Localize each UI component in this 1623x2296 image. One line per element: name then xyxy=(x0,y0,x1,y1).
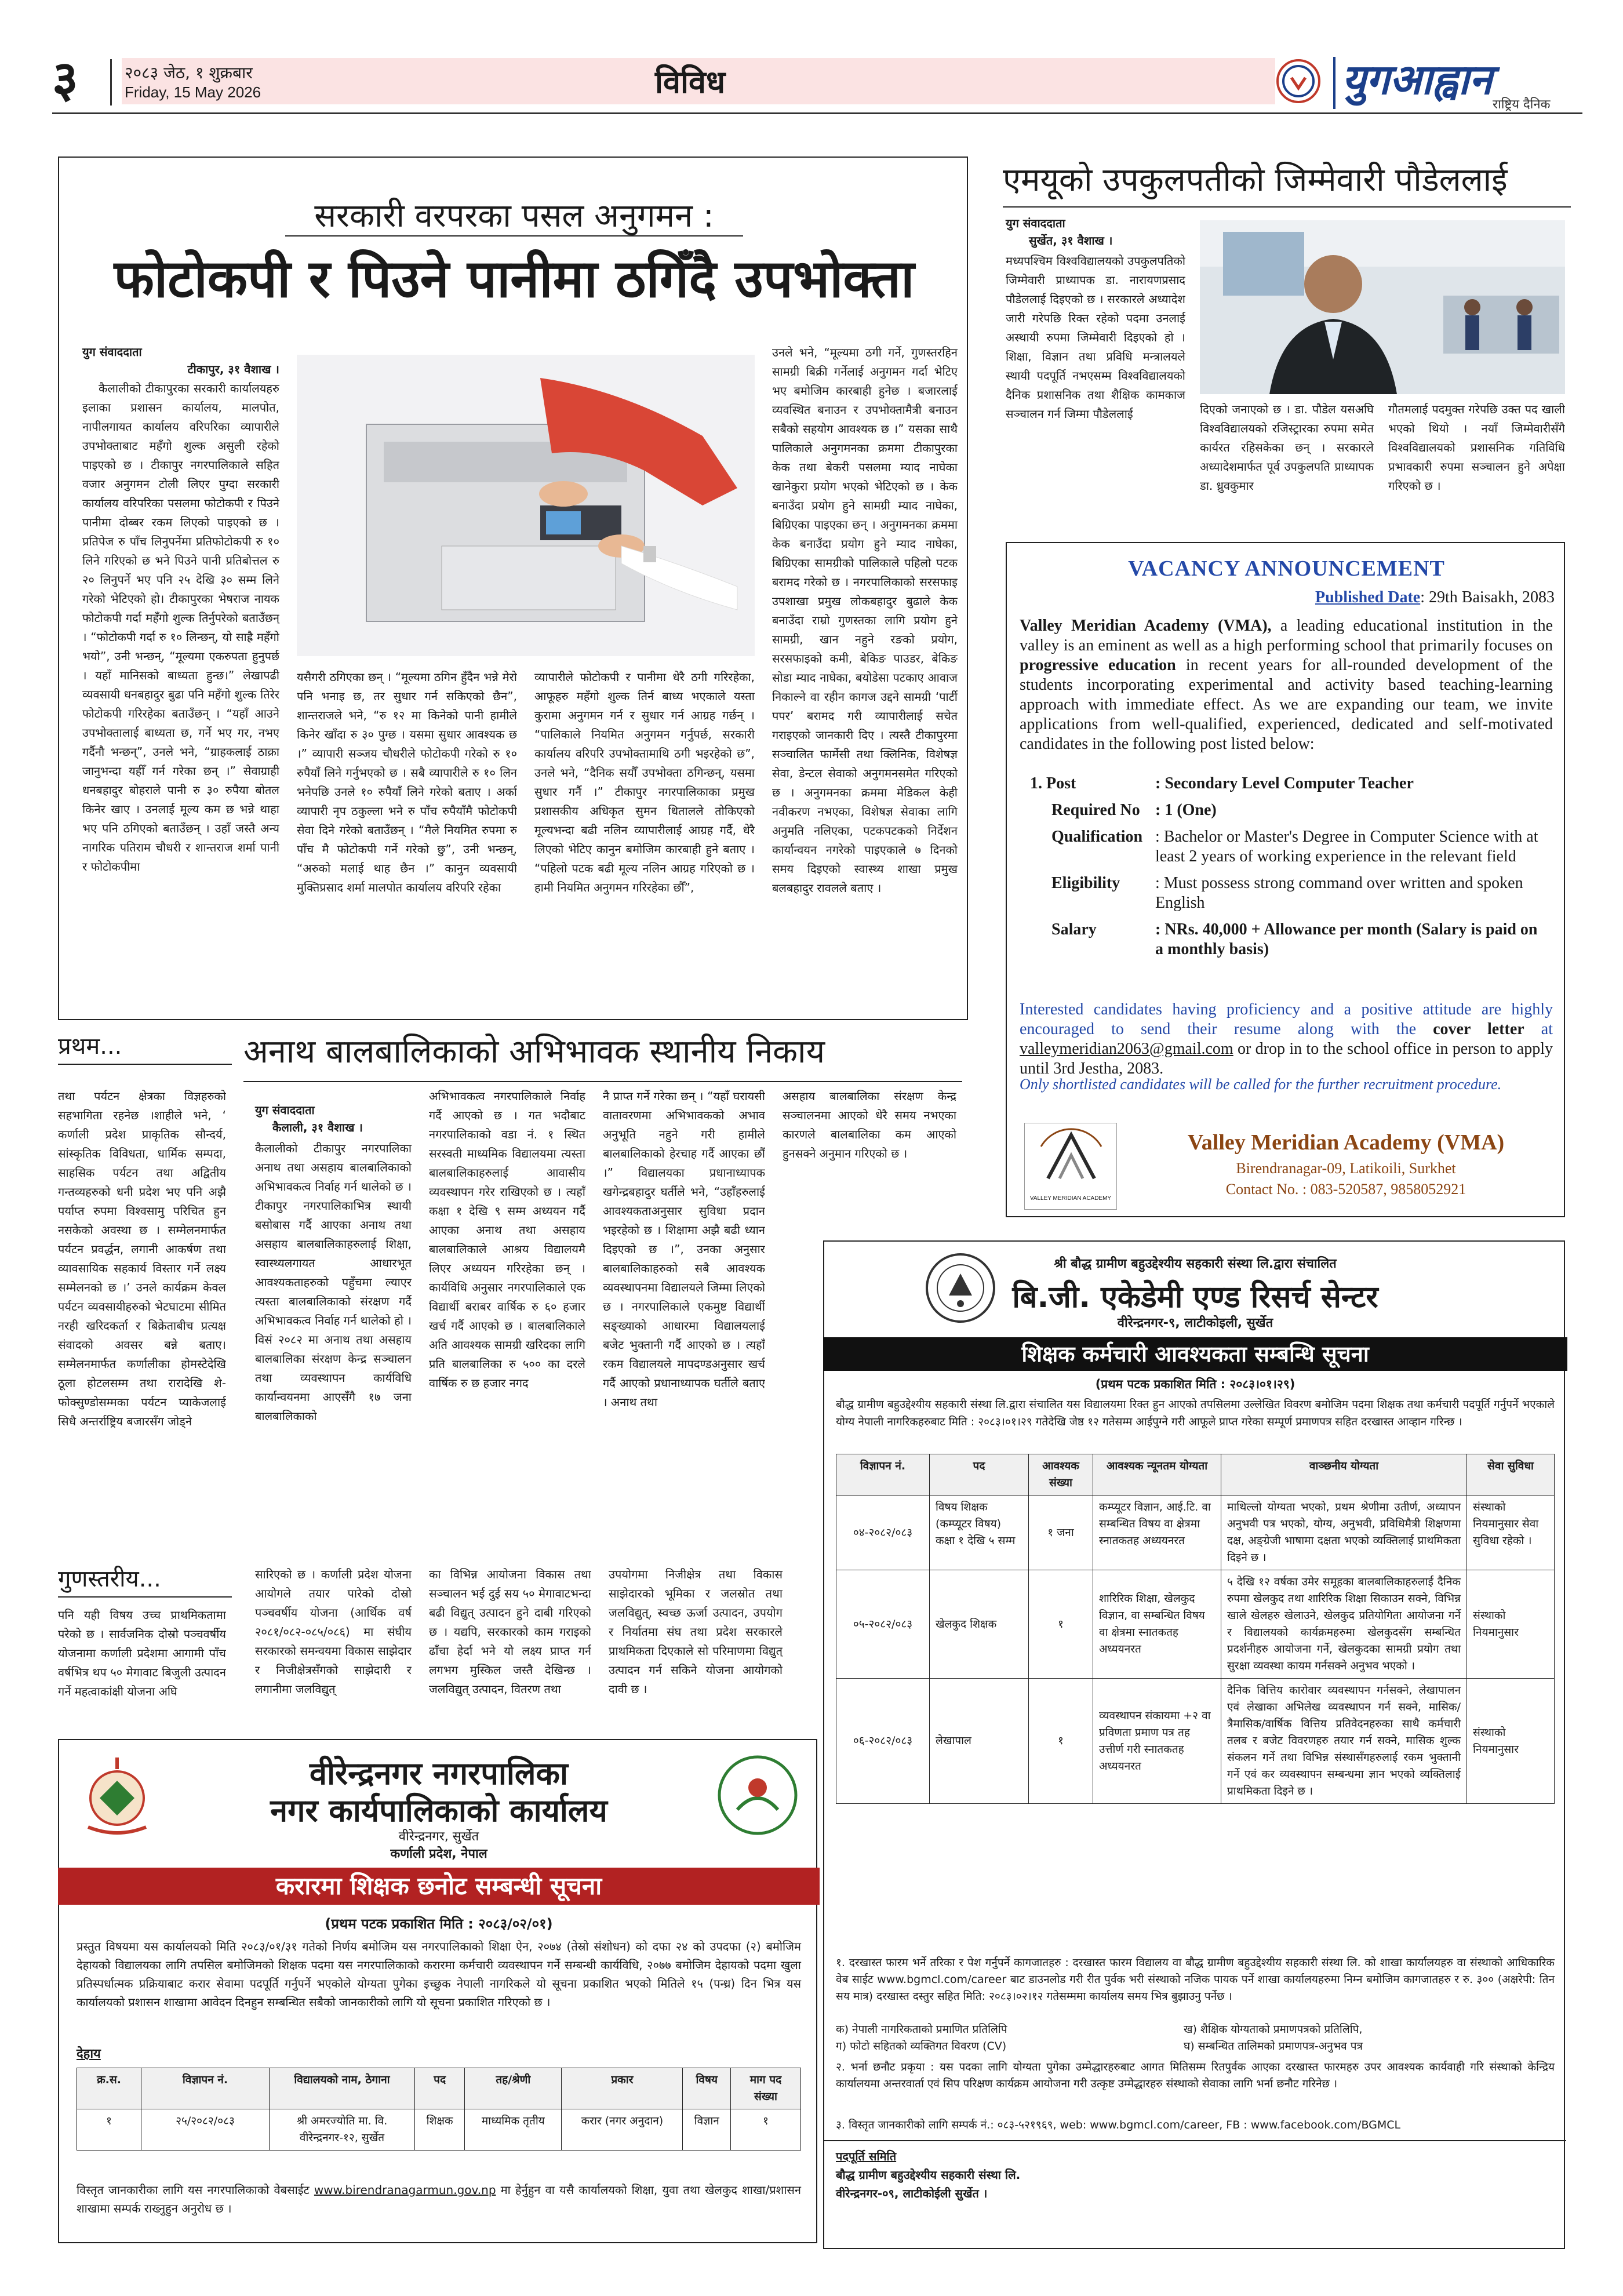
table-cell: विषय शिक्षक (कम्प्यूटर विषय) कक्षा १ देखि ५ सम्म xyxy=(930,1496,1029,1570)
table-cell: १ xyxy=(77,2109,141,2151)
vacancy-label: Eligibility xyxy=(1051,874,1120,892)
notice2-signature xyxy=(836,2147,1300,2203)
notice1-pubdate: (प्रथम पटक प्रकाशित मिति : २०८३/०२/०१) xyxy=(325,1916,553,1932)
article3-column-4: असहाय बालबालिका संरक्षण केन्द्र सञ्चालनमा आएको धेरै समय नभएका कारणले बालबालिका कम आएको हुनसक्ने अनुमान गरिएको छ । xyxy=(783,1089,956,1160)
vma-contact: Contact No. : 083-520587, 9858052921 xyxy=(1225,1181,1466,1198)
notice-birendranagar xyxy=(58,1739,817,2243)
vma-address: Birendranagar-09, Latikoili, Surkhet xyxy=(1236,1160,1456,1177)
article1-column-1: कैलालीको टीकापुरका सरकारी कार्यालयहरु इलाका प्रशासन कार्यालय, मालपोत, नापीलगायत कार्यालय वरिपरिका व्यापारीले उपभोक्ताबाट महँगो शुल्क असुली रहेको पाइएको छ । टीकापुर नगरपालिकाले सहित वजार अनुगमन टोली लिएर पुग्दा सरकारी कार्यालय वरिपरिका पसलमा फोटोकपी र पिउने पानीमा दोब्बर रकम लिएको पाइएको छ । प्रतिपेज रु पाँच लिनुपर्नेमा प्रतिफोटोकपी रु १० लिने गरिएको छ भने पिउने पानी प्रतिबोत्तल रु २० लिनुपर्ने भए पनि २५ देखि ३० सम्म लिने गरेको भेटिएको हो। टीकापुरका भेषराज नायक फोटोकपी गर्दा महँगो शुल्क तिर्नुपरेको बताउँछन् । “फोटोकपी गर्दा रु १० लिन्छन्, यो साह्रै महँगो भयो”, उनी भन्छन्, “मूल्यमा एकरुपता हुनुपर्छ । यहाँ मानिसको बाध्यता हुन्छ।” लेखापढी व्यवसायी धनबहादुर बुढा पनि महँगो शुल्क तिरेर फोटोकपी गरिरहेका बताउँछन् । “यहाँ आउने उपभोक्तालाई बाध्यता छ, गर्ने भए गर, नभए गर्दैनौ भन्छन्”, उनले भने, “ग्राहकलाई ठाक्रा जानुभन्दा यहीँ गर्न गरेका छन् ।” सेवाग्राही धनबहादुर बोहराले पानी रु ३० रुपैया बोतल किनेर खाए । उनलाई मूल्य कम छ भन्ने थाहा भए पनि ठगिएको बताउँछन् । उहाँ जस्तै अन्य नागरिक पतिराम चौधरी र शान्तराज शर्मा पानी र फोटोकपीमा xyxy=(82,381,279,874)
notice2-note2: २. भर्ना छनौट प्रकृया : यस पदका लागि योग्यता पुगेका उम्मेद्धारहरुबाट आगत मितिसम्म रितपुर्वक आएका दरखास्त फारमहरु उपर आवश्यक कार्यवाही गरि संस्थाको केन्द्रिय कार्यालयमा अन्तरवार्ता एवं सिप परिक्षण कार्यक्रम आयोजना गरी उत्कृष्ट उम्मेद्धारहरु संस्थाको सेवाका लागि भर्ना छनौट गरिनेछ । xyxy=(836,2061,1555,2090)
byline-reporter: युग संवाददाता xyxy=(82,345,142,359)
doc-list-item: ख) शैक्षिक योग्यताको प्रमाणपत्रको प्रतिलिपि, xyxy=(1184,2023,1363,2036)
article2-column-1: मध्यपश्चिम विश्वविद्यालयको उपकुलपतिको जिम्मेवारी प्राध्यापक डा. नारायणप्रसाद पौडेललाई दिइएको छ । सरकारले अध्यादेश जारी गरेपछि रिक्त रहेको पदमा उनलाई अस्थायी रुपमा जिम्मेवारी दिइएको हो । शिक्षा, विज्ञान तथा प्रविधि मन्त्रालयले स्थायी पदपूर्ति नभएसम्म विश्वविद्यालयको दैनिक प्रशासनिक तथा शैक्षिक कामकाज सञ्चालन गर्न जिम्मा पौडेललाई xyxy=(1006,254,1185,421)
article2-byline xyxy=(1006,214,1180,249)
notice1-col-header: प्रकार xyxy=(562,2068,683,2109)
notice2-col-header: विज्ञापन नं. xyxy=(836,1454,930,1496)
doc-list-item: ग) फोटो सहितको व्यक्तिगत विवरण (CV) xyxy=(836,2040,1007,2053)
masthead-title: युगआह्वान xyxy=(1342,54,1493,104)
date-nepali: २०८३ जेठ, १ शुक्रबार xyxy=(125,63,253,82)
table-cell: संस्थाको नियमानुसार xyxy=(1467,1570,1555,1679)
signature-address: वीरेन्द्रनगर-०९, लाटीकोईली सुर्खेत । xyxy=(836,2186,988,2200)
table-cell: व्यवस्थापन संकायमा +२ वा प्रविणता प्रमाण पत्र तह उत्तीर्ण गरी स्नातकतह अध्ययनरत xyxy=(1093,1679,1221,1804)
table-cell: संस्थाको नियमानुसार सेवा सुविधा रहेको । xyxy=(1467,1496,1555,1570)
header-divider xyxy=(110,59,112,105)
article1-photo xyxy=(297,355,755,656)
vacancy-announcement xyxy=(1006,542,1565,1217)
article1-column-2: यसैगरी ठगिएका छन् । “मूल्यमा ठगिन हुँदैन भन्ने मेरो पनि भनाइ छ, तर सुधार गर्न सकिएको छैन”, शान्तराजले भने, “रु १२ मा किनेको पानी हामीले किनेर खाँदा रु ३० पुग्छ । यसमा सुधार आवश्यक छ ।” व्यापारी सञ्जय चौधरीले फोटोकपी गरेको रु १० रुपैयाँ लिने गर्नुभएको छ । सबै व्यापारीले रु १० लिन भनेपछि उनले १० रुपैयाँ लिने गरेको बताए । अर्का व्यापारी नृप ठकुल्ला भने रु पाँच रुपैयाँमै फोटोकपी सेवा दिने गरेको बताउँछन् । “मैले नियमित रुपमा रु पाँच मै फोटोकपी गर्ने गरेको छु”, उनी भन्छन्, “अरुको मलाई थाह छैन ।” कानुन व्यवसायी मुक्तिप्रसाद शर्मा मालपोत कार्यालय वरिपरि रहेका xyxy=(297,670,517,894)
article2-photo xyxy=(1200,220,1565,394)
table-row xyxy=(836,1570,1555,1679)
article2-column-2: दिएको जनाएको छ । डा. पौडेल यसअघि विश्वविद्यालयको रजिस्ट्रारका रुपमा समेत कार्यरत रहिसकेका छन् । सरकारले अध्यादेशमार्फत पूर्व उपकुलपति प्राध्यापक डा. ध्रुवकुमार xyxy=(1200,402,1374,493)
guna-title: गुणस्तरीय... xyxy=(58,1566,161,1592)
vacancy-label: 1. Post xyxy=(1030,774,1076,792)
notice2-docs xyxy=(836,2021,1555,2055)
article1-byline xyxy=(82,343,279,378)
doc-list-item: क) नेपाली नागरिकताको प्रमाणित प्रतिलिपि xyxy=(836,2023,1007,2036)
footer-text-2: मा हेर्नुहुन वा यसै कार्यालयको शिक्षा, युवा तथा खेलकुद शाखा/प्रशासन शाखामा सम्पर्क राख्नुहुन अनुरोध छ । xyxy=(77,2183,801,2215)
masthead-divider xyxy=(1333,57,1335,109)
notice2-col-header: वाञ्छनीय योग्यता xyxy=(1221,1454,1467,1496)
published-label: Published Date xyxy=(1315,588,1421,606)
table-cell: शिक्षक xyxy=(415,2109,465,2151)
closing-text-3: or drop in to the school office in person to apply until 3rd Jestha, 2083. xyxy=(1020,1040,1553,1078)
notice2-table-header xyxy=(836,1454,1555,1496)
intro-text-1: a leading educational institution in the valley is an eminent as well as a high performing school that primarily focuses on xyxy=(1020,617,1553,654)
notice1-dehay: देहाय xyxy=(77,2047,101,2061)
intro-lead: Valley Meridian Academy (VMA), xyxy=(1020,617,1272,635)
notice1-col-header: माग पद संख्या xyxy=(731,2068,801,2109)
notice1-address1: वीरेन्द्रनगर, सुर्खेत xyxy=(398,1829,479,1844)
article3-headline: अनाथ बालबालिकाको अभिभावक स्थानीय निकाय xyxy=(243,1033,825,1071)
table-row xyxy=(77,2109,801,2151)
page-number: ३ xyxy=(52,50,78,108)
vacancy-email-link[interactable]: valleymeridian2063@gmail.com xyxy=(1020,1040,1233,1058)
signature-committee: पदपूर्ति समिति xyxy=(836,2149,897,2163)
vma-org-name: Valley Meridian Academy (VMA) xyxy=(1187,1130,1505,1155)
guna-column-1: पनि यही विषय उच्च प्राथमिकतामा परेको छ । सार्वजनिक दोस्रो पञ्चवर्षीय योजनामा कर्णाली प्रदेशमा आगामी पाँच वर्षभित्र थप ५० मेगावाट बिजुली उत्पादन गर्ने महत्वाकांक्षी योजना अघि xyxy=(58,1608,226,1698)
prathama-rule xyxy=(58,1064,232,1065)
table-cell: १ xyxy=(1029,1679,1093,1804)
prathama-title: प्रथम... xyxy=(58,1033,122,1060)
notice2-title: बि.जी. एकेडेमी एण्ड रिसर्च सेन्टर xyxy=(1012,1280,1378,1315)
table-cell: १ xyxy=(1029,1570,1093,1679)
notice1-table xyxy=(77,2068,801,2151)
intro-text-2: in recent years for all-rounded development of the students incorporating experimental and activity based teaching-learning approach with immediate effect. As we are expanding our team, we invite applications from well-qualified, experienced, dedicated and self-motivated candidates in the following post listed below: xyxy=(1020,656,1553,753)
notice2-col-header: आवश्यक न्यूनतम योग्यता xyxy=(1093,1454,1221,1496)
municipality-website-link[interactable]: www.birendranagarmun.gov.np xyxy=(314,2183,496,2197)
vacancy-row xyxy=(1020,824,1553,870)
page-header xyxy=(52,52,1582,116)
table-cell: श्री अमरज्योति मा. वि. वीरेन्द्रनगर-१२, सुर्खेत xyxy=(270,2109,415,2151)
masthead-tagline: राष्ट्रिय दैनिक xyxy=(1493,97,1551,112)
vacancy-details-table xyxy=(1020,770,1553,963)
intro-emphasis: progressive education xyxy=(1020,656,1176,674)
guna-column-2: सारिएको छ । कर्णाली प्रदेश योजना आयोगले तयार पारेको दोस्रो पञ्चवर्षीय योजना (आर्थिक वर्ष २०८१/०८२-०८५/०८६) मा संघीय सरकारको समन्वयमा विकास साझेदार र निजीक्षेत्रसँगको साझेदारी र लगानीमा जलविद्युत् xyxy=(255,1567,412,1696)
vacancy-value: : Secondary Level Computer Teacher xyxy=(1155,774,1414,792)
vma-logo xyxy=(1024,1123,1117,1210)
vacancy-value: : Must possess strong command over written and spoken English xyxy=(1155,874,1523,912)
notice2-note3: ३. विस्तृत जानकारीको लागि सम्पर्क नं.: ०८३-५२१९६९, web: www.bgmcl.com/career, FB : www.facebook.com/BGMCL xyxy=(836,2119,1401,2131)
table-row xyxy=(836,1679,1555,1804)
table-cell: शारिरिक शिक्षा, खेलकुद विज्ञान, वा सम्बन्धित विषय वा क्षेत्रमा स्नातकतह अध्ययनरत xyxy=(1093,1570,1221,1679)
closing-emphasis: cover letter xyxy=(1433,1020,1524,1038)
table-cell: दैनिक वित्तिय कारोवार व्यवस्थापन गर्नसक्ने, लेखापालन एवं लेखाका अभिलेख व्यवस्थापन गर्न सक्ने, मासिक/त्रैमासिक/वार्षिक वित्तिय प्रतिवेदनहरुका साथै कर्मचारी तलब र बजेट विवरणहरु तयार गर्न सक्ने, मासिक शुल्क संकलन गर्ने तथा विभिन्न संस्थासँगहरुलाई रकम भुक्तानी गर्ने एवं कर व्यवस्थापन सम्बन्धमा ज्ञान भएको व्यक्तिलाई प्राथमिकता दिइने छ । xyxy=(1221,1679,1467,1804)
vacancy-intro xyxy=(1020,616,1553,754)
vacancy-label: Salary xyxy=(1051,920,1097,938)
notice1-footer xyxy=(77,2181,801,2218)
notice1-body: प्रस्तुत विषयमा यस कार्यालयको मिति २०८३/०१/३१ गतेको निर्णय बमोजिम यस नगरपालिकाको शिक्षा ऐन, २०७४ (तेस्रो संशोधन) को दफा २४ को उपदफा (२) बमोजिम देहायको विद्यालयका लागि तपसिल बमोजिमको शिक्षक पदमा यस नगरपालिकाको करारमा कर्मचारी व्यवस्थापन गर्ने सम्बन्धी कार्यविधि, २०७७ बमोजिम देहायको पदमा खुला प्रतिस्पर्धात्मक प्रक्रियाबाट करार सेवामा पदपूर्ति गर्नुपर्ने भएकोले योग्यता पुगेका इच्छुक नेपाली नागरिकले यो सूचना प्रकाशित भएको मितिले १५ (पन्ध्र) दिन भित्र यस कार्यालयको प्रशासन शाखामा आवेदन दिनहुन सम्बन्धित सबैको जानकारीको लागि यो सूचना प्रकाशित गरिएको छ । xyxy=(77,1940,801,2009)
notice1-col-header: विद्यालयको नाम, ठेगाना xyxy=(270,2068,415,2109)
notice2-org-line: श्री बौद्ध ग्रामीण बहुउद्देश्यीय सहकारी संस्था लि.द्वारा संचालित xyxy=(1054,1257,1337,1271)
article3-byline xyxy=(255,1101,400,1136)
notice1-title2: नगर कार्यपालिकाको कार्यालय xyxy=(270,1792,607,1829)
notice2-note1: १. दरखास्त फारम भर्ने तरिका र पेश गर्नुपर्ने कागजातहरु : दरखास्त फारम विद्यालय वा बौद्ध ग्रामीण बहुउद्देश्यीय सहकारी संस्था लि. को शाखा कार्यालयहरु वा संस्थाको आधिकारिक वेब साईट www.bgmcl.com/career बाट डाउनलोड गरी रीत पुर्वक भरी संस्थाको नजिक पायक पर्ने शाखा कार्यालयहरुमा निम्न बमोजिम कागजातहरु र रु. ३०० (अक्षरेपी: तिन सय मात्र) दरखास्त दस्तुर सहित मिति: २०८३।०२।१२ गतेसम्ममा कार्यालय समय भित्र बुझाउनु पर्नेछ । xyxy=(836,1956,1555,2003)
vma-logo-icon xyxy=(1025,1123,1118,1193)
table-cell: विज्ञान xyxy=(683,2109,731,2151)
table-cell: माध्यमिक तृतीय xyxy=(465,2109,562,2151)
vacancy-row xyxy=(1020,916,1553,963)
notice2-divider xyxy=(824,2140,1566,2141)
notice1-table-header xyxy=(77,2068,801,2109)
vacancy-published: Published Date: 29th Baisakh, 2083 xyxy=(1315,588,1555,606)
continuation-gunastariya xyxy=(58,1565,817,1716)
notice1-col-header: तह/श्रेणी xyxy=(465,2068,562,2109)
notice2-pubdate: (प्रथम पटक प्रकाशित मिति : २०८३।०१।२९) xyxy=(1095,1377,1296,1391)
section-title: विविध xyxy=(655,64,726,100)
vacancy-value: : NRs. 40,000 + Allowance per month (Salary is paid on a monthly basis) xyxy=(1155,920,1538,958)
notice1-title1: वीरेन्द्रनगर नगरपालिका xyxy=(310,1755,568,1792)
notice2-table xyxy=(836,1454,1555,1804)
article3-column-3: नै प्राप्त गर्ने गरेका छन् । “यहाँ घरायसी वातावरणमा अभिभावकको अभाव अनुभूति नहुने गरी हामीले बालबालिकाको हेरचाह गर्दै आएका छौँ ।” विद्यालयका प्रधानाध्यापक खगेन्द्रबहादुर घर्तीले भने, “उहाँहरुलाई आवश्यकताअनुसार सुविधा प्रदान भइरहेको छ । शिक्षामा अझै बढी ध्यान दिइएको छ ।”, उनका अनुसार बालबालिकाहरुको सबै आवश्यक व्यवस्थापनमा विद्यालयले जिम्मा लिएको छ । नगरपालिकाले एकमुष्ट विद्यार्थी सङ्ख्याको आधारमा विद्यालयलाई बजेट भुक्तानी गर्दै आएको छ । त्यहाँ रकम विद्यालयले मापदण्डअनुसार खर्च गर्दै आएको प्रधानाध्यापक घर्तीले बताए । अनाथ तथा xyxy=(603,1089,765,1409)
notice2-col-header: पद xyxy=(930,1454,1029,1496)
table-cell: ०५-२०८२/०८३ xyxy=(836,1570,930,1679)
article1-column-4: उनले भने, “मूल्यमा ठगी गर्ने, गुणस्तरहिन सामग्री बिक्री गर्नेलाई अनुगमन गर्दा भेटिए भए बमोजिम कारबाही हुनेछ । बजारलाई व्यवस्थित बनाउन र उपभोक्तामैत्री बनाउन सबैको सहयोग आवश्यक छ ।” यसका साथै पालिकाले अनुगमनका क्रममा टीकापुरका केक तथा बेकरी पसलमा म्याद नाघेका खानेकुरा प्रयोग भएको भेटिएको छ । केक बनाउँदा प्रयोग हुने सामग्री म्याद नाघेका, बिग्रिएका पाइएका छन् । अनुगमनका क्रममा केक बनाउँदा प्रयोग हुने म्याद नाघेका, बिग्रिएका सामग्रीको पालिकाले पहिलो पटक बरामद गरेको छ । नगरपालिकाको सरसफाइ उपशाखा प्रमुख लोकबहादुर बुढाले केक बनाउँदा राम्रो गुणस्तका लागि प्रयोग हुने सामग्री, खान नहुने रङको प्रयोग, सरसफाइको कमी, बेकिङ पाउडर, बेकिङ सोडा म्याद नाघेका, बयोडेसा पटकाए आवाज निकाल्ने वा रहीन कागज उद्दने सामग्री ‘पार्टी पपर’ बरामद गरी व्यापारीलाई सचेत गराइएको जानकारी दिए । त्यस्तै टीकापुरमा सञ्चालित फार्मेसी तथा क्लिनिक, विशेषज्ञ सेवा, डेन्टल सेवाको अनुगमनसमेत गरिएको छ । अनुगमनका क्रममा मेडिकल केही नवीकरण नभएका, विशेषज्ञ सेवाका लागि अनुमति नलिएका, पटकपटकको निर्देशन कार्यान्वयन नगरेको पाइएकाले ७ दिनको समय दिइएको स्वास्थ्य शाखा प्रमुख बलबहादुर रावलले बताए । xyxy=(772,345,958,895)
table-row xyxy=(836,1496,1555,1570)
vacancy-value: : 1 (One) xyxy=(1155,801,1217,819)
article-mu-vc xyxy=(1003,157,1571,533)
published-value: 29th Baisakh, 2083 xyxy=(1429,588,1555,606)
vacancy-note: Only shortlisted candidates will be called for the further recruitment procedure. xyxy=(1020,1076,1502,1093)
article-photocopy-water xyxy=(58,157,968,1020)
header-rule xyxy=(52,112,1582,114)
photocopier-photo xyxy=(297,355,755,656)
signature-org: बौद्ध ग्रामीण बहुउद्देश्यीय सहकारी संस्था लि. xyxy=(836,2168,1021,2182)
article1-kicker: सरकारी वरपरका पसल अनुगमन : xyxy=(314,197,714,235)
table-cell: कम्प्यूटर विज्ञान, आई.टि. वा सम्बन्धित विषय वा क्षेत्रमा स्नातकतह अध्ययनरत xyxy=(1093,1496,1221,1570)
notice2-intro: बौद्ध ग्रामीण बहुउद्देश्यीय सहकारी संस्था लि.द्वारा संचालित यस विद्यालयमा रिक्त हुन आएको तपसिलमा उल्लेखित विवरण बमोजिम पदमा शिक्षक तथा कर्मचारी पदपूर्ति गर्नुपर्ने भएकाले योग्य नेपाली नागरिकहरुबाट मिति : २०८३।०१।२९ गतेदेखि जेष्ठ १२ गतेसम्म आईपुग्ने गरी आफूले प्राप्त गरेका सम्पूर्ण प्रमाणपत्र सहित दरखास्त आव्हान गरिन्छ । xyxy=(836,1398,1555,1428)
vacancy-label: Required No xyxy=(1051,801,1140,819)
article3-column-1: कैलालीको टीकापुर नगरपालिका अनाथ तथा असहाय बालबालिकाको अभिभावकत्व निर्वाह गर्न थालेको छ । टीकापुर नगरपालिकाभित्र स्थायी बसोबास गर्दै आएका अनाथ तथा असहाय बालबालिकाहरुलाई शिक्षा, स्वास्थ्यलगायत आधारभूत आवश्यकताहरुको पहुँचमा ल्याएर त्यस्ता बालबालिकाको संरक्षण गर्दै अभिभावकत्व निर्वाह गर्न थालेको हो । विसं २०८२ मा अनाथ तथा असहाय बालबालिका संरक्षण केन्द्र सञ्चालन तथा व्यवस्थापन कार्यविधि कार्यान्वयनमा आएसँगै १७ जना बालबालिकाको xyxy=(255,1141,412,1423)
guna-column-4: उपयोगमा निजीक्षेत्र तथा विकास साझेदारको भूमिका र जलस्रोत तथा जलविद्युत्, स्वच्छ ऊर्जा उत्पादन, उपयोग र निर्यातमा संघ तथा प्रदेश सरकारले प्राथमिकता दिएकाले सो परिमाणमा विद्युत् उत्पादन गर्न सकिने योजना आयोगको दावी छ । xyxy=(609,1567,783,1696)
article2-byline-dateline: सुर्खेत, ३१ वैशाख । xyxy=(1029,234,1113,248)
notice2-col-header: आवश्यक संख्या xyxy=(1029,1454,1093,1496)
article3-byline-dateline: कैलाली, ३१ वैशाख । xyxy=(272,1120,363,1134)
vacancy-row xyxy=(1020,797,1553,824)
article2-column-3: गौतमलाई पदमुक्त गरेपछि उक्त पद खाली भएको थियो । नयाँ जिम्मेवारीसँगै विश्वविद्यालयको प्रशासनिक गतिविधि प्रभावकारी रुपमा सञ्चालन हुने अपेक्षा गरिएको छ । xyxy=(1388,402,1565,493)
notice1-col-header: विज्ञापन नं. xyxy=(141,2068,270,2109)
vacancy-closing xyxy=(1020,1000,1553,1079)
table-cell: ०६-२०८२/०८३ xyxy=(836,1679,930,1804)
article2-byline-reporter: युग संवाददाता xyxy=(1006,216,1065,230)
article1-column-3: व्यापारीले फोटोकपी र पानीमा धेरै ठगी गरिरहेका, आफूहरु महँगो शुल्क तिर्न बाध्य भएकाले यस्ता कुरामा अनुगमन गर्न र सुधार गर्न आग्रह गर्छन् । “पालिकाले नियमित अनुगमन गर्नुपर्छ, सरकारी कार्यालय वरिपरि उपभोक्तामाथि ठगी भइरहेको छ”, उनले भने, “दैनिक सयौँ उपभोक्ता ठगिन्छन्, यसमा सुधार गर्नै ।” टीकापुर नगरपालिकाका प्रमुख प्रशासकीय अधिकृत सुमन धितालले तोकिएको मूल्यभन्दा बढी नलिन व्यापारीलाई आग्रह गर्दै, धेरै लिएको भेटिए कानुन बमोजिम कारबाही हुने बताए । “पहिलो पटक बढी मूल्य नलिन आग्रह गरिएको छ । हामी नियमित अनुगमन गरिरहेका छौँ”, xyxy=(534,670,755,894)
article1-headline: फोटोकपी र पिउने पानीमा ठगिँदै उपभोक्ता xyxy=(114,249,915,310)
article2-headline: एमयूको उपकुलपतीको जिम्मेवारी पौडेललाई xyxy=(1003,161,1508,199)
table-cell: खेलकुद शिक्षक xyxy=(930,1570,1029,1679)
table-cell: ०४-२०८२/०८३ xyxy=(836,1496,930,1570)
notice1-col-header: पद xyxy=(415,2068,465,2109)
date-english: Friday, 15 May 2026 xyxy=(125,83,261,101)
table-cell: १ जना xyxy=(1029,1496,1093,1570)
notice1-col-header: विषय xyxy=(683,2068,731,2109)
closing-text-2: at xyxy=(1524,1020,1553,1038)
notice1-address2: कर्णाली प्रदेश, नेपाल xyxy=(390,1847,487,1861)
vacancy-label: Qualification xyxy=(1051,828,1143,846)
vacancy-value: : Bachelor or Master's Degree in Computer Science with at least 2 years of working experience in the relevant field xyxy=(1155,828,1538,865)
closing-text-1: Interested candidates having proficiency and a positive attitude are highly encouraged to send their resume along with the xyxy=(1020,1000,1553,1038)
table-cell: माथिल्लो योग्यता भएको, प्रथम श्रेणीमा उतीर्ण, अध्यापन अनुभवी पत्र भएको, योग्य, अनुभवी, प्रविधिमैत्री शिक्षणमा दक्ष, अङ्ग्रेजी भाषामा दक्षता भएको व्यक्तिलाई प्राथमिकता दिइने छ । xyxy=(1221,1496,1467,1570)
article3-rule xyxy=(243,1081,962,1082)
table-cell: करार (नगर अनुदान) xyxy=(562,2109,683,2151)
vice-chancellor-photo xyxy=(1200,220,1565,394)
notice1-col-header: क्र.स. xyxy=(77,2068,141,2109)
notice2-col-header: सेवा सुविधा xyxy=(1467,1454,1555,1496)
footer-text-1: विस्तृत जानकारीका लागि यस नगरपालिकाको वेबसाईट xyxy=(77,2183,314,2197)
notice2-address: वीरेन्द्रनगर-९, लाटीकोइली, सुर्खेत xyxy=(1117,1316,1273,1330)
vacancy-row xyxy=(1020,770,1553,797)
notice-bg-academy xyxy=(823,1240,1565,2249)
vacancy-row xyxy=(1020,870,1553,916)
doc-list-item: घ) सम्बन्धित तालिमको प्रमाणपत्र-अनुभव पत्र xyxy=(1184,2040,1363,2053)
table-cell: लेखापाल xyxy=(930,1679,1029,1804)
guna-column-3: का विभिन्न आयोजना विकास तथा सञ्चालन भई दुई सय ५० मेगावाटभन्दा बढी विद्युत् उत्पादन हुने दाबी गरिएको छ । यद्यपि, सरकारको काम गराइको ढाँचा हेर्दा भने यो लक्ष्य प्राप्त गर्न लगभग मुस्किल जस्तै देखिन्छ । जलविद्युत् उत्पादन, वितरण तथा xyxy=(429,1567,591,1696)
table-cell: ५ देखि १२ वर्षका उमेर समूहका बालबालिकाहरुलाई दैनिक रुपमा खेलकुद तथा शारिरिक शिक्षा सिकाउन सक्ने, विभिन्न खाले खेलहरु खेलाउने, खेलकुद प्रतियोगिता आयोजना गर्ने र विद्यालयको कार्यक्रमहरुमा खेलकुदसँग सम्बन्धित प्रदर्शनीहरु आयोजना गर्ने, खेलकुदका सामग्री प्रयोग तथा सुरक्षा व्यवस्था कायम गर्नसक्ने अनुभव भएको । xyxy=(1221,1570,1467,1679)
guna-rule xyxy=(58,1596,232,1598)
notice1-banner: करारमा शिक्षक छनोट सम्बन्धी सूचना xyxy=(58,1868,820,1905)
article1-kicker-underline xyxy=(285,235,743,236)
vma-logo-text: VALLEY MERIDIAN ACADEMY xyxy=(1029,1195,1112,1202)
table-cell: संस्थाको नियमानुसार xyxy=(1467,1679,1555,1804)
vacancy-title: VACANCY ANNOUNCEMENT xyxy=(1128,556,1445,581)
table-cell: २५/२०८२/०८३ xyxy=(141,2109,270,2151)
article2-rule xyxy=(1003,206,1571,208)
anniversary-badge xyxy=(1275,52,1322,110)
anniversary-badge-icon xyxy=(1275,52,1322,110)
prathama-text: तथा पर्यटन क्षेत्रका विज्ञहरुको सहभागिता रहनेछ ।शाहीले भने, ‘ कर्णाली प्रदेश प्राकृतिक सौन्दर्य, सांस्कृतिक विविधता, धार्मिक सम्पदा, साहसिक पर्यटन तथा अद्वितीय गन्तव्यहरुको धनी प्रदेश भए पनि अझै पर्याप्त रुपमा विश्वसामु परिचित हुन नसकेको अवस्था छ । सम्मेलनमार्फत पर्यटन प्रवर्द्धन, लगानी आकर्षण तथा व्यावसायिक सहकार्य विस्तार गर्ने लक्ष्य सम्मेलनको छ ।’ उनले कार्यक्रम केवल पर्यटन व्यवसायीहरुको भेटघाटमा सीमित नरही खरिदकर्ता र बिक्रेताबीच प्रत्यक्ष संवादको अवसर बन्ने बताए। सम्मेलनमार्फत कर्णालीका होमस्टेदेखि ठूला होटलसम्म तथा रारादेखि शे-फोक्सुण्डोसम्मका पर्यटन प्याकेजलाई सिधै अन्तर्राष्ट्रिय बजारसँग जोड्ने xyxy=(58,1089,226,1428)
article3-byline-reporter: युग संवाददाता xyxy=(255,1103,315,1117)
article3-column-2: अभिभावकत्व नगरपालिकाले निर्वाह गर्दै आएको छ । गत भदौबाट नगरपालिकाको वडा नं. १ स्थित सरस्वती माध्यमिक विद्यालयमा त्यस्ता बालबालिकाहरुलाई आवासीय व्यवस्थापन गरेर राखिएको छ । त्यहाँ कक्षा १ देखि ९ सम्म अध्ययन गर्दै आएका अनाथ तथा असहाय बालबालिकाले आश्रय विद्यालयमै लिएर अध्ययन गरिरहेका छन् । कार्यविधि अनुसार नगरपालिकाले एक विद्यार्थी बराबर वार्षिक रु ६० हजार खर्च गर्दै आएको छ । बालबालिकाले अति आवश्यक सामग्री खरिदका लागि प्रति बालबालिका रु ५०० का दरले वार्षिक रु छ हजार नगद xyxy=(429,1089,585,1390)
byline-dateline: टीकापुर, ३१ वैशाख । xyxy=(187,362,279,376)
notice2-banner: शिक्षक कर्मचारी आवश्यकता सम्बन्धि सूचना xyxy=(823,1337,1567,1371)
table-cell: १ xyxy=(731,2109,801,2151)
